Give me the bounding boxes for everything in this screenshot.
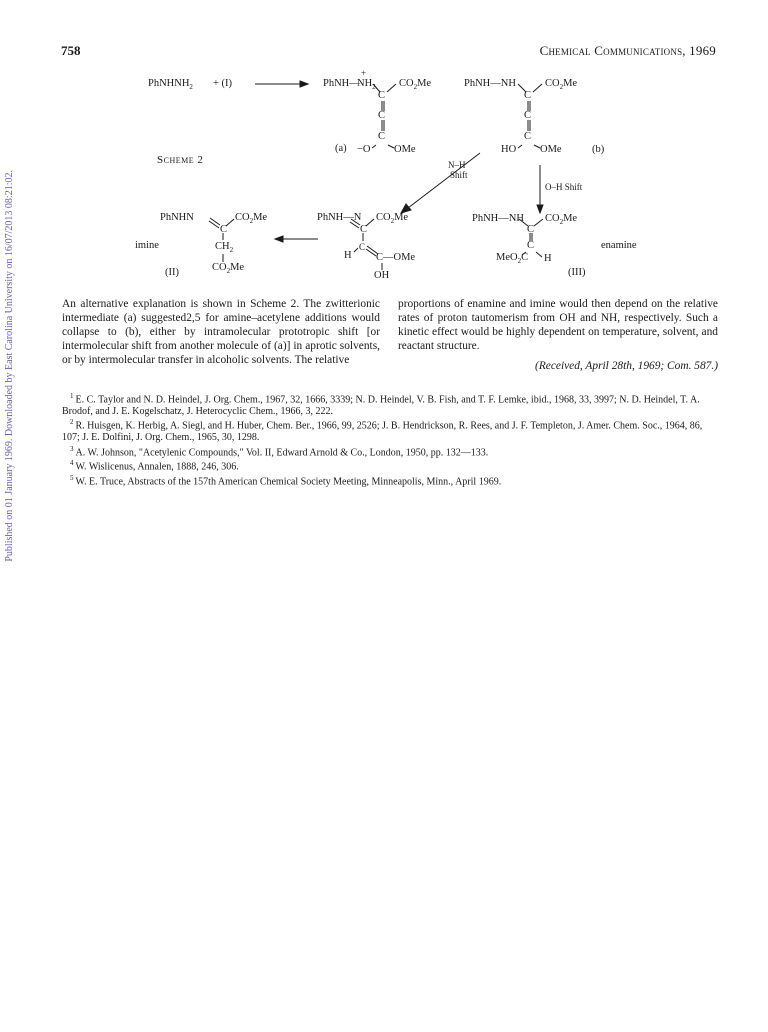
imine-co2me-2-sub: 2	[226, 267, 231, 276]
enamine-label: (III)	[568, 267, 586, 278]
reference-2	[62, 417, 722, 443]
enamine-co2me-sub: 2	[559, 218, 564, 227]
b-hydroxy: HO	[501, 144, 517, 155]
nh-shift-label-2: Shift	[450, 170, 468, 180]
arrow-nh-shift-line	[408, 153, 480, 208]
reactant-plus: + (I)	[213, 78, 233, 89]
reference-2-text: R. Huisgen, K. Herbig, A. Siegl, and H. Huber, Chem. Ber., 1966, 99, 2526; J. B. Hendrickson, R. Rees, and J. F. Templeton, J. Amer. Chem. Soc., 1964, 86, 107; J. E. Dolfini, J. Org. Chem., 1965, 30, 1298.	[62, 420, 703, 444]
mid-oh: OH	[374, 270, 390, 281]
enamine-co2me	[545, 214, 577, 226]
enamine-carbon-2: C	[527, 240, 535, 251]
a-co2me-sub: 2	[413, 83, 418, 92]
imine-co2me-2	[212, 263, 244, 275]
reactant-phenylhydrazine	[148, 79, 193, 91]
imine-co2me-2-end: Me	[230, 262, 245, 273]
references	[62, 391, 722, 488]
reference-3-number: 3	[70, 444, 74, 453]
reaction-scheme	[60, 65, 720, 290]
mid-co2me	[376, 213, 408, 225]
imine-carbon: C	[220, 224, 228, 235]
page-number: 758	[61, 43, 81, 58]
a-co2me-text: CO	[399, 78, 414, 89]
reactant-text: PhNHNH	[148, 78, 190, 89]
enamine-co2me-text: CO	[545, 213, 560, 224]
a-top-left: PhNH—	[323, 78, 360, 89]
enamine-co2me-end: Me	[563, 213, 578, 224]
b-label: (b)	[592, 144, 605, 155]
b-carbon-1: C	[524, 90, 532, 101]
a-bond-c-co2me	[387, 84, 396, 92]
a-sub2: 2	[372, 83, 376, 92]
mid-carbon-2: C	[359, 242, 366, 252]
b-co2me-end: Me	[563, 78, 578, 89]
nh-shift-label: N–H	[448, 160, 466, 170]
mid-bond-co2me	[366, 219, 374, 226]
arrow-oh-shift-head	[537, 205, 543, 213]
mid-double-4	[366, 249, 376, 256]
imine-top: PhNHN	[160, 212, 194, 223]
b-co2me-text: CO	[545, 78, 560, 89]
body-paragraph-left: An alternative explanation is shown in Scheme 2. The zwitterionic intermediate (a) suggested2,5 for amine–acetylene additions would collapse to (b), either by intramolecular prototropic shift [or intermolecular shift from another molecule of (a)] in aprotic solvents, or by intermolecular transfer in alcoholic solvents. The relative	[62, 298, 380, 366]
imine-ch2	[215, 242, 233, 254]
mid-carbon-1: C	[360, 224, 368, 235]
imine-double-2	[209, 221, 219, 228]
received-line: (Received, April 28th, 1969; Com. 587.)	[535, 360, 718, 372]
enamine-meo2c-sub: 2	[517, 257, 522, 266]
a-ome: OMe	[394, 144, 416, 155]
b-co2me-sub: 2	[559, 83, 564, 92]
a-nh2	[357, 79, 376, 91]
scheme-label: Scheme 2	[157, 154, 204, 166]
imine-co2me	[235, 213, 267, 225]
mid-ome: C—OMe	[376, 252, 416, 263]
enamine-hydrogen: H	[544, 253, 552, 264]
reference-1-text: E. C. Taylor and N. D. Heindel, J. Org. Chem., 1967, 32, 1666, 3339; N. D. Heindel, V. B. Fish, and T. F. Lemke, ibid., 1968, 33, 3997; N. D. Heindel, T. A. Brodof, and J. E. Kogelschatz, J. Heterocyclic Chem., 1966, 3, 222.	[62, 394, 700, 417]
reference-3	[62, 444, 722, 459]
reference-5-text: W. E. Truce, Abstracts of the 157th American Chemical Society Meeting, Minneapolis, Minn., April 1969.	[75, 476, 502, 488]
enamine-word: enamine	[601, 240, 637, 251]
enamine-carbon-1: C	[527, 224, 535, 235]
reference-4-number: 4	[70, 459, 74, 468]
a-bond-o	[372, 145, 376, 148]
b-carbon-3: C	[524, 131, 532, 142]
a-co2me	[399, 79, 431, 91]
mid-bond-h	[354, 248, 358, 252]
reference-5-number: 5	[70, 474, 74, 483]
b-co2me	[545, 79, 577, 91]
journal-header	[540, 43, 716, 59]
arrow-back-head	[275, 236, 283, 242]
mid-co2me-end: Me	[394, 212, 409, 223]
b-bond-c-co2me	[533, 84, 542, 92]
imine-co2me-end: Me	[253, 212, 268, 223]
reference-5	[62, 473, 722, 488]
imine-bond-co2me	[226, 219, 234, 226]
a-label: (a)	[335, 143, 347, 154]
body-column-right	[398, 297, 718, 373]
enamine-meo2c-end: C	[521, 252, 529, 263]
reactant-sub: 2	[189, 83, 193, 92]
a-carbon-3: C	[378, 131, 386, 142]
imine-label: (II)	[165, 267, 179, 278]
imine-double-1	[210, 218, 220, 225]
a-carbon-2: C	[378, 110, 386, 121]
en-bond-h	[536, 252, 542, 257]
imine-ch2-sub: 2	[229, 246, 234, 255]
mid-co2me-text: CO	[376, 212, 391, 223]
a-oxide: −O	[357, 144, 371, 155]
imine-ch-text: CH	[215, 241, 230, 252]
body-column-left	[62, 297, 380, 367]
body-paragraph-right: proportions of enamine and imine would then depend on the relative rates of proton tautomerism from OH and NH, respectively. Such a kinetic effect would be highly dependent on temperature, solvent, and reactant structure.	[398, 298, 718, 352]
imine-co2me-2-text: CO	[212, 262, 227, 273]
imine-co2me-sub: 2	[249, 217, 254, 226]
b-ome: OMe	[540, 144, 562, 155]
mid-hydrogen: H	[344, 250, 352, 261]
reference-2-number: 2	[70, 418, 74, 427]
enamine-top: PhNH—NH	[472, 213, 524, 224]
journal-title: Chemical Communications, 1969	[539, 43, 716, 58]
reference-1	[62, 391, 722, 417]
oh-shift-label: O–H Shift	[545, 182, 583, 192]
a-carbon-1: C	[378, 90, 386, 101]
reference-4-text: W. Wislicenus, Annalen, 1888, 246, 306.	[75, 461, 239, 473]
enamine-meo2c	[496, 253, 528, 265]
b-top: PhNH—NH	[464, 78, 516, 89]
imine-co2me-text: CO	[235, 212, 250, 223]
b-carbon-2: C	[524, 110, 532, 121]
a-co2me-end: Me	[417, 78, 432, 89]
mid-co2me-sub: 2	[390, 217, 395, 226]
a-nh: NH	[357, 78, 373, 89]
en-bond-c-co2me	[534, 219, 543, 226]
imine-word: imine	[135, 240, 159, 251]
arrow-forward-head	[300, 81, 308, 87]
download-watermark: Published on 01 January 1969. Downloaded by East Carolina University on 16/07/2013 08:21:02.	[4, 170, 15, 562]
b-bond-ho	[518, 145, 522, 148]
mid-top: PhNH—N	[317, 212, 362, 223]
reference-4	[62, 458, 722, 473]
reference-1-number: 1	[70, 392, 74, 400]
enamine-meo2c-text: MeO	[496, 252, 518, 263]
a-plus-charge: +	[361, 68, 367, 78]
reference-3-text: A. W. Johnson, "Acetylenic Compounds," Vol. II, Edward Arnold & Co., London, 1950, pp. 132—133.	[75, 446, 489, 458]
